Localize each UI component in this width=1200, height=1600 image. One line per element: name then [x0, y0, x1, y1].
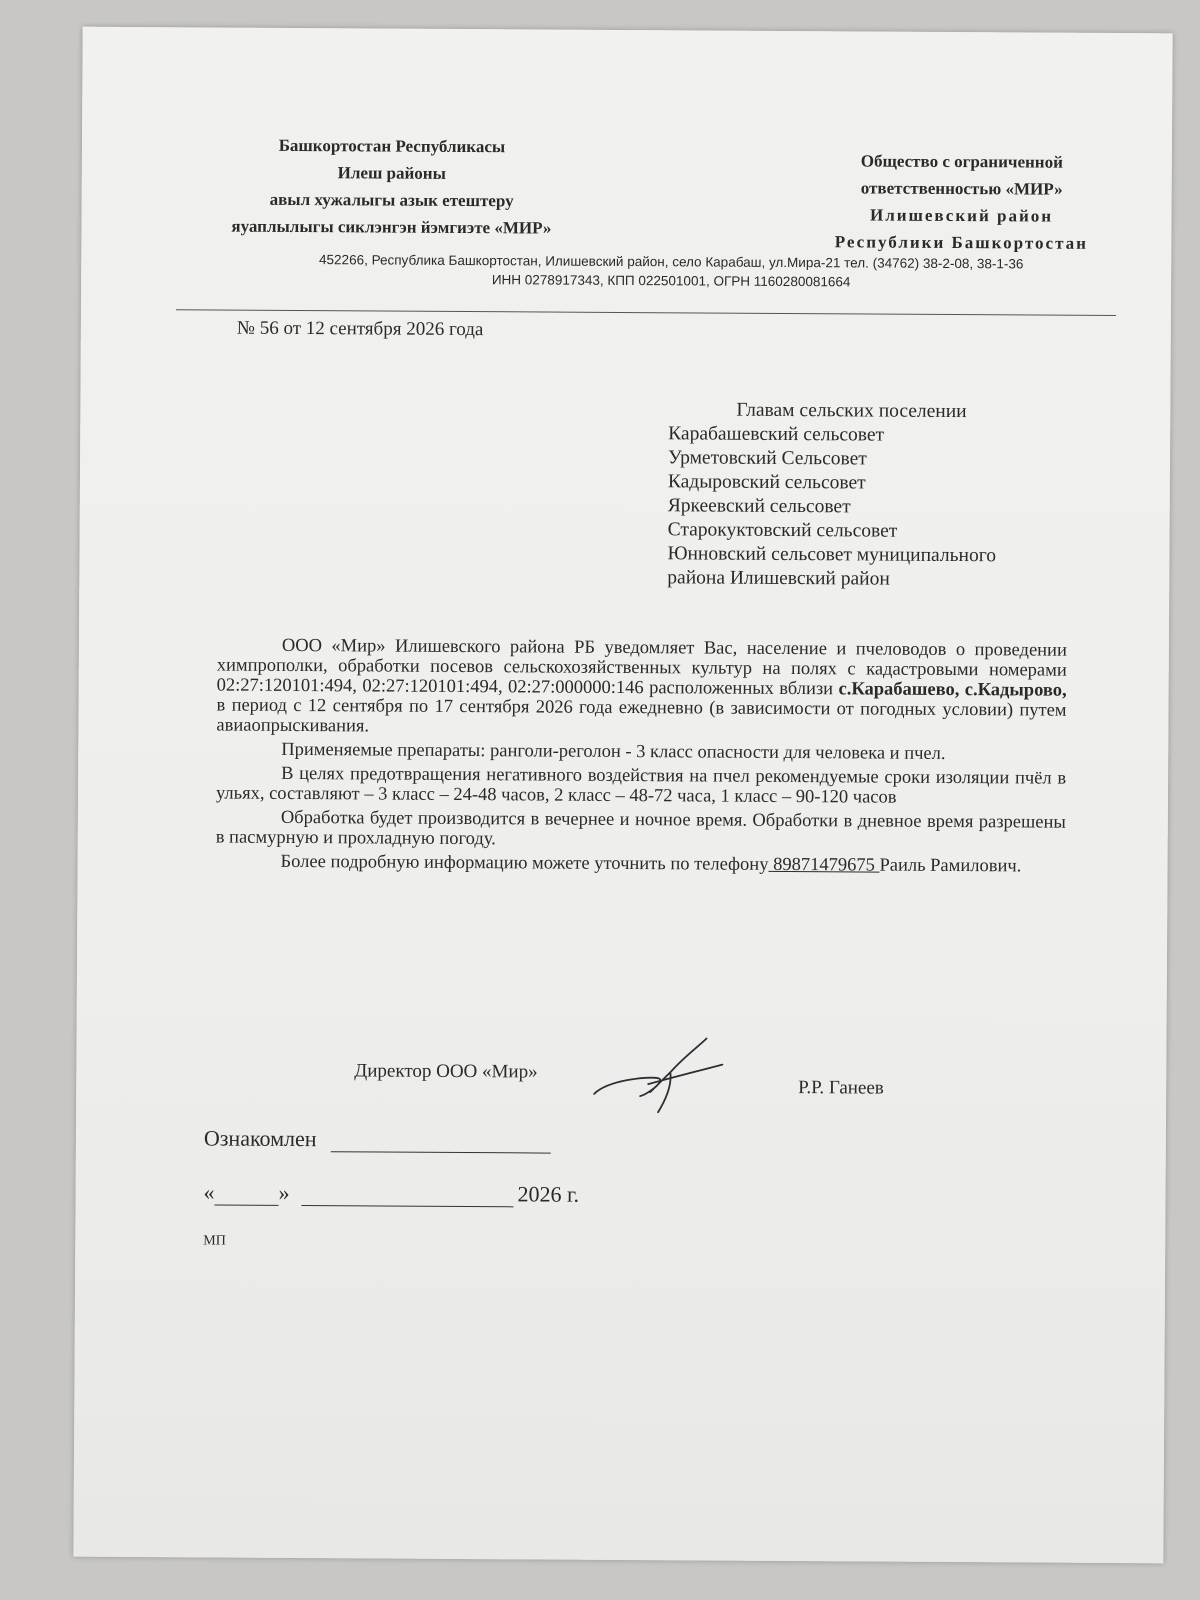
body-text: Раиль Рамилович.	[879, 855, 1022, 877]
header-left-line: авыл хужалыгы азык етештеру	[269, 189, 514, 211]
month-blank	[301, 1185, 513, 1207]
letter-page	[73, 27, 1172, 1564]
villages-bold: с.Карабашево, с.Кадырово,	[838, 679, 1067, 701]
body-text: Более подробную информацию можете уточнить по телефону	[280, 851, 769, 875]
header-russian-block	[821, 147, 1102, 257]
signature-row	[76, 1045, 1166, 1132]
addressee-line: Яркеевский сельсовет	[667, 495, 851, 518]
header-right-line: Республики Башкортостан	[834, 232, 1089, 253]
body-paragraph: Применяемые препараты: ранголи-реголон - 3 класс опасности для человека и пчел.	[281, 739, 946, 764]
quote-close: »	[278, 1179, 290, 1205]
addressee-line: Старокуктовский сельсовет	[667, 519, 898, 542]
header-bashkir-block	[181, 131, 602, 242]
header-right-line: Общество с ограниченной	[860, 151, 1063, 172]
handwritten-signature	[588, 1036, 728, 1117]
acknowledged-blank	[331, 1129, 551, 1153]
registration-numbers-line: ИНН 0278917343, КПП 022501001, ОГРН 1160280081664	[491, 272, 851, 290]
address-phone-line: 452266, Республика Башкортостан, Илишевский район, село Карабаш, ул.Мира-21 тел. (34762) 38-2-08, 38-1-36	[319, 252, 1024, 272]
quote-open: «	[203, 1179, 215, 1205]
year-label: 2026 г.	[517, 1181, 580, 1207]
body-paragraph: В целях предотвращения негативного воздействия на пчел рекомендуемые сроки изоляции пчёл в ульях, составляют – 3 класс – 24-48 часов, 2 класс – 48-72 часа, 1 класс – 90-120 часов	[215, 763, 1067, 808]
addressee-line: Юнновский сельсовет муниципального	[667, 543, 997, 567]
header-divider	[176, 309, 1116, 316]
signer-name: Р.Р. Ганеев	[798, 1077, 884, 1099]
company-contacts	[271, 250, 1071, 293]
phone-number: 89871479675	[768, 854, 880, 876]
addressee-line: Урметовский Сельсовет	[667, 447, 867, 470]
body-text: ООО «Мир» Илишевского района РБ уведомляет Вас, население и пчеловодов о проведении химпрополки, обработки посевов сельскохозяйственных культур на полях с кадастровыми номерами 02:27:120101:494, 02:27:120101:494, 02:27:000000:146 расположенных вблизи	[216, 635, 1067, 700]
letter-body	[216, 636, 1067, 881]
header-right-line: Илишевский район	[869, 205, 1054, 226]
addressee-block	[667, 398, 1088, 593]
acknowledgement-line	[204, 1125, 551, 1153]
addressee-line: Карабашевский сельсовет	[668, 423, 885, 446]
header-left-line: Илеш районы	[337, 163, 446, 183]
acknowledged-label: Ознакомлен	[203, 1125, 317, 1152]
addressee-line: Главам сельских поселении	[736, 399, 967, 423]
stamp-place-label: МП	[203, 1233, 226, 1249]
body-paragraph	[216, 636, 1067, 741]
signer-title: Директор ООО «Мир»	[354, 1060, 538, 1083]
addressee-line: района Илишевский район	[667, 567, 890, 590]
document-number: № 56 от 12 сентября 2026 года	[236, 317, 484, 341]
body-text: в период с 12 сентября по 17 сентября 2026 года ежедневно (в зависимости от погодных условии) путем авиаопрыскивания.	[216, 695, 1067, 737]
header-left-line: яуаплылыгы сиклэнгэн йэмгиэте «МИР»	[231, 216, 552, 238]
addressee-line: Кадыровский сельсовет	[667, 471, 866, 494]
body-paragraph	[216, 852, 1066, 877]
body-paragraph: Обработка будет производится в вечернее и ночное время. Обработки в дневное время разрешены в пасмурную и прохладную погоду.	[215, 807, 1066, 850]
header-left-line: Башкортостан Республикасы	[278, 135, 506, 157]
header-right-line: ответственностью «МИР»	[860, 178, 1063, 199]
day-blank	[214, 1185, 278, 1206]
date-fill-line	[203, 1179, 579, 1207]
